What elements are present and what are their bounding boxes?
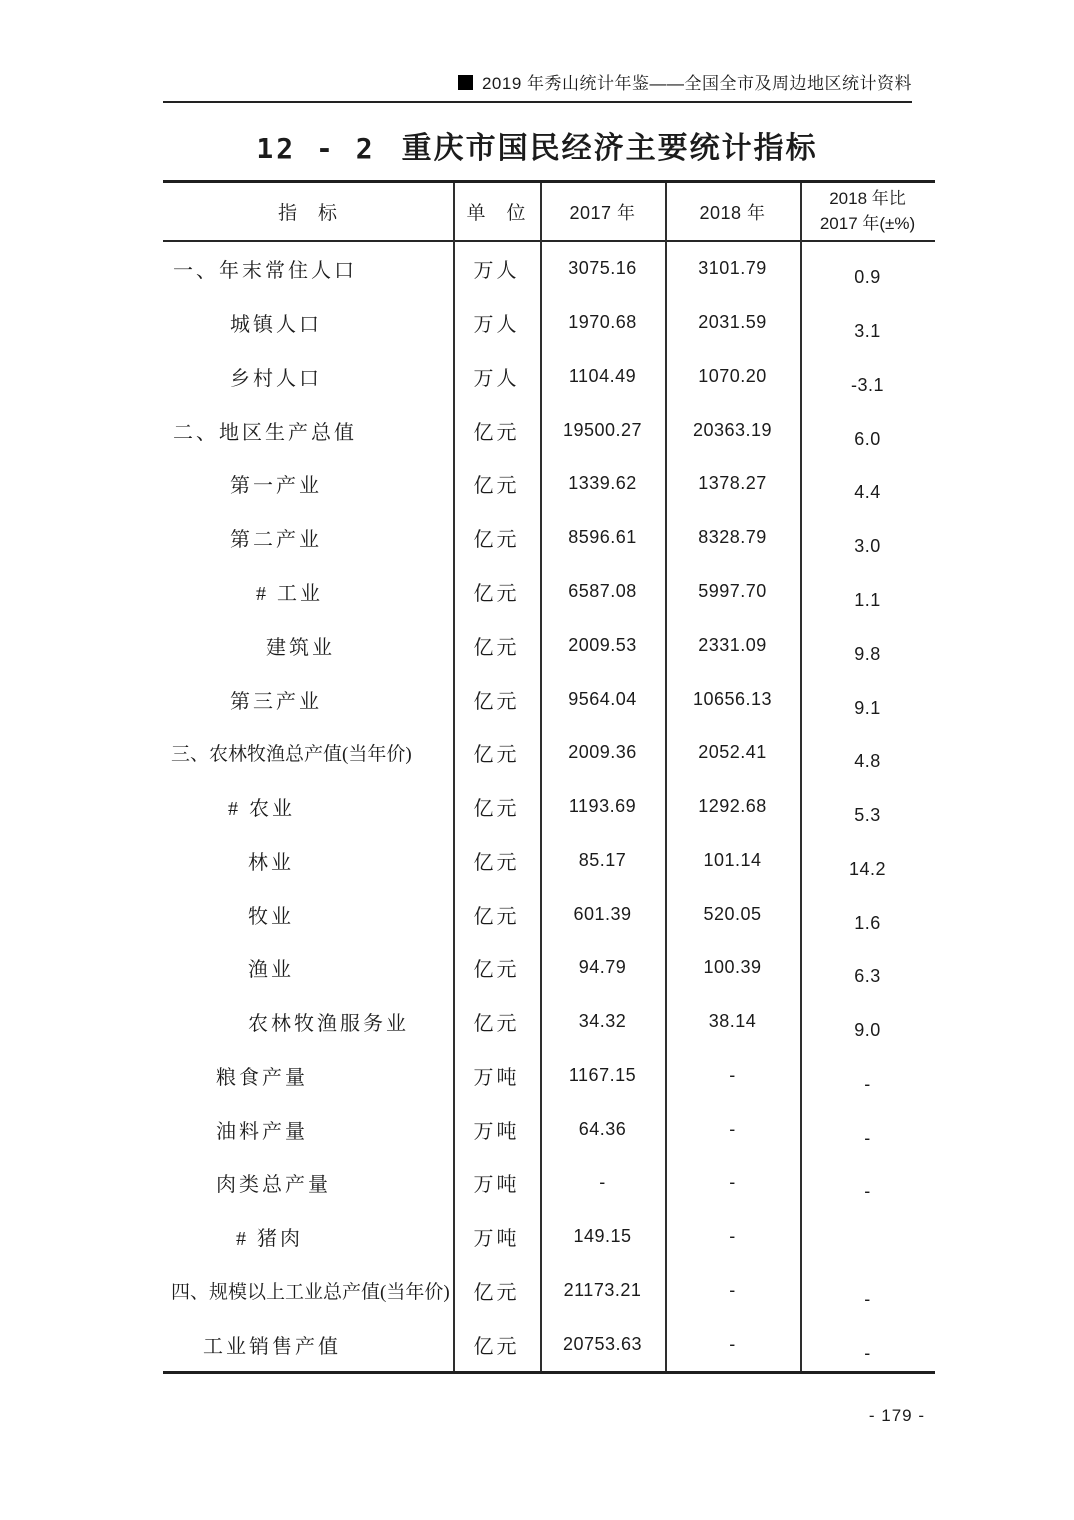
- value-2017-cell: 1970.68: [568, 312, 637, 333]
- indicator-cell: 第三产业: [230, 690, 322, 713]
- unit-cell: 亿元: [473, 582, 520, 605]
- value-2018-cell: -: [729, 1172, 736, 1193]
- change-cell: 6.3: [854, 966, 881, 987]
- value-2017-cell: 94.79: [578, 957, 627, 978]
- unit-cell: 万吨: [473, 1228, 520, 1251]
- value-2017-cell: 601.39: [573, 903, 632, 924]
- col-header-change-line1: 2018 年比: [829, 188, 906, 208]
- table-row: [163, 1264, 935, 1318]
- table-row: [163, 887, 935, 941]
- value-2018-cell: 2331.09: [698, 634, 767, 655]
- value-2017-cell: 9564.04: [568, 688, 637, 709]
- change-cell: -: [864, 1288, 871, 1309]
- table-row: [163, 726, 935, 780]
- unit-cell: 万人: [473, 367, 520, 390]
- unit-cell: 亿元: [473, 744, 520, 767]
- table-row: [163, 511, 935, 565]
- col-header-2017: 2017 年: [569, 202, 636, 223]
- value-2017-cell: 1339.62: [568, 473, 637, 494]
- value-2017-cell: -: [599, 1172, 606, 1193]
- unit-cell: 亿元: [473, 1335, 520, 1358]
- unit-cell: 亿元: [473, 1013, 520, 1036]
- indicator-cell: 第一产业: [230, 475, 322, 498]
- change-cell: -: [864, 1073, 871, 1094]
- table-row: [163, 1317, 935, 1371]
- change-cell: 9.0: [854, 1020, 881, 1041]
- indicator-cell: 第二产业: [230, 529, 322, 552]
- unit-cell: 亿元: [473, 529, 520, 552]
- col-header-2018: 2018 年: [699, 202, 766, 223]
- value-2018-cell: 2052.41: [698, 742, 767, 763]
- indicator-cell: 一、年末常住人口: [173, 260, 357, 283]
- page-header: [458, 71, 912, 97]
- table-title-text: 重庆市国民经济主要统计指标: [401, 132, 818, 165]
- value-2018-cell: 2031.59: [698, 312, 767, 333]
- value-2018-cell: -: [729, 1279, 736, 1300]
- value-2018-cell: 520.05: [703, 903, 762, 924]
- indicator-cell: # 猪肉: [236, 1228, 303, 1251]
- change-cell: 1.1: [854, 589, 881, 610]
- unit-cell: 亿元: [473, 636, 520, 659]
- table-row: [163, 833, 935, 887]
- unit-cell: 亿元: [473, 798, 520, 821]
- value-2018-cell: 100.39: [703, 957, 762, 978]
- indicator-cell: # 农业: [228, 798, 295, 821]
- table-row: [163, 1210, 935, 1264]
- value-2017-cell: 2009.53: [568, 634, 637, 655]
- table-row: [163, 672, 935, 726]
- value-2017-cell: 21173.21: [563, 1279, 642, 1300]
- indicator-cell: 四、规模以上工业总产值(当年价): [171, 1281, 450, 1303]
- value-2017-cell: 1193.69: [568, 796, 637, 817]
- value-2017-cell: 34.32: [578, 1011, 627, 1032]
- table-row: [163, 403, 935, 457]
- change-cell: 6.0: [854, 428, 881, 449]
- indicator-cell: 林业: [248, 851, 294, 874]
- unit-cell: 万吨: [473, 1120, 520, 1143]
- indicator-cell: 城镇人口: [230, 314, 322, 337]
- table-row: [163, 565, 935, 619]
- col-header-change-line2: 2017 年(±%): [819, 213, 916, 233]
- table-row: [163, 242, 935, 296]
- indicator-cell: 建筑业: [266, 636, 335, 659]
- unit-cell: 亿元: [473, 690, 520, 713]
- value-2017-cell: 149.15: [573, 1226, 632, 1247]
- indicator-cell: 乡村人口: [230, 367, 322, 390]
- value-2017-cell: 19500.27: [562, 419, 643, 440]
- value-2018-cell: -: [729, 1226, 736, 1247]
- table-row: [163, 350, 935, 404]
- indicator-cell: 渔业: [248, 959, 294, 982]
- table-row: [163, 1048, 935, 1102]
- value-2018-cell: 1292.68: [698, 796, 767, 817]
- table-row: [163, 1102, 935, 1156]
- col-header-unit: 单 位: [466, 203, 527, 224]
- statistics-table: [163, 180, 935, 1374]
- indicator-cell: 肉类总产量: [216, 1174, 331, 1197]
- unit-cell: 万吨: [473, 1066, 520, 1089]
- table-row: [163, 995, 935, 1049]
- unit-cell: 亿元: [473, 1281, 520, 1304]
- value-2017-cell: 64.36: [578, 1118, 627, 1139]
- col-header-indicator: 指 标: [277, 203, 338, 224]
- table-row: [163, 457, 935, 511]
- value-2017-cell: 8596.61: [568, 527, 637, 548]
- page-number: - 179 -: [868, 1406, 925, 1425]
- table-row: [163, 941, 935, 995]
- value-2017-cell: 1167.15: [568, 1064, 637, 1085]
- table-body: [163, 242, 935, 1371]
- value-2017-cell: 85.17: [578, 849, 627, 870]
- value-2018-cell: -: [729, 1118, 736, 1139]
- change-cell: 3.1: [854, 321, 881, 342]
- indicator-cell: 牧业: [248, 905, 294, 928]
- change-cell: 1.6: [854, 912, 881, 933]
- value-2017-cell: 6587.08: [568, 580, 637, 601]
- table-row: [163, 780, 935, 834]
- change-cell: 9.1: [854, 697, 881, 718]
- unit-cell: 亿元: [473, 959, 520, 982]
- table-header-row: [163, 183, 935, 242]
- page-header-text: 2019 年秀山统计年鉴——全国全市及周边地区统计资料: [481, 74, 912, 93]
- value-2018-cell: 10656.13: [692, 688, 773, 709]
- table-row: [163, 1156, 935, 1210]
- change-cell: 0.9: [854, 267, 881, 288]
- unit-cell: 亿元: [473, 421, 520, 444]
- change-cell: -3.1: [850, 374, 885, 395]
- unit-cell: 亿元: [473, 905, 520, 928]
- value-2018-cell: -: [729, 1333, 736, 1354]
- table-row: [163, 618, 935, 672]
- change-cell: -: [864, 1127, 871, 1148]
- indicator-cell: 农林牧渔服务业: [248, 1013, 409, 1036]
- value-2018-cell: 1378.27: [698, 473, 767, 494]
- indicator-cell: 油料产量: [216, 1120, 308, 1143]
- value-2017-cell: 20753.63: [562, 1333, 643, 1354]
- change-cell: 3.0: [854, 536, 881, 557]
- value-2018-cell: 101.14: [703, 849, 762, 870]
- value-2018-cell: 5997.70: [698, 580, 767, 601]
- change-cell: 9.8: [854, 643, 881, 664]
- page-title: [0, 126, 1074, 170]
- table-row: [163, 296, 935, 350]
- unit-cell: 亿元: [473, 475, 520, 498]
- change-cell: 4.4: [854, 482, 881, 503]
- change-cell: 5.3: [854, 805, 881, 826]
- value-2017-cell: 2009.36: [568, 742, 637, 763]
- indicator-cell: # 工业: [256, 582, 323, 605]
- value-2018-cell: 1070.20: [698, 365, 767, 386]
- unit-cell: 万吨: [473, 1174, 520, 1197]
- change-cell: -: [864, 1342, 871, 1363]
- value-2017-cell: 1104.49: [568, 365, 637, 386]
- change-cell: 4.8: [854, 751, 881, 772]
- value-2018-cell: -: [729, 1064, 736, 1085]
- header-rule: [163, 101, 912, 103]
- unit-cell: 万人: [473, 314, 520, 337]
- indicator-cell: 三、农林牧渔总产值(当年价): [171, 744, 412, 766]
- indicator-cell: 工业销售产值: [203, 1335, 341, 1358]
- table-number: 12 - 2: [256, 132, 376, 165]
- black-square-bullet-icon: [458, 75, 473, 90]
- value-2018-cell: 3101.79: [698, 258, 767, 279]
- change-cell: 14.2: [848, 858, 887, 879]
- value-2018-cell: 8328.79: [698, 527, 767, 548]
- value-2018-cell: 20363.19: [692, 419, 773, 440]
- indicator-cell: 二、地区生产总值: [173, 421, 357, 444]
- value-2018-cell: 38.14: [708, 1011, 757, 1032]
- unit-cell: 万人: [473, 260, 520, 283]
- unit-cell: 亿元: [473, 851, 520, 874]
- change-cell: -: [864, 1181, 871, 1202]
- value-2017-cell: 3075.16: [568, 258, 637, 279]
- indicator-cell: 粮食产量: [216, 1066, 308, 1089]
- col-header-change: [800, 187, 935, 236]
